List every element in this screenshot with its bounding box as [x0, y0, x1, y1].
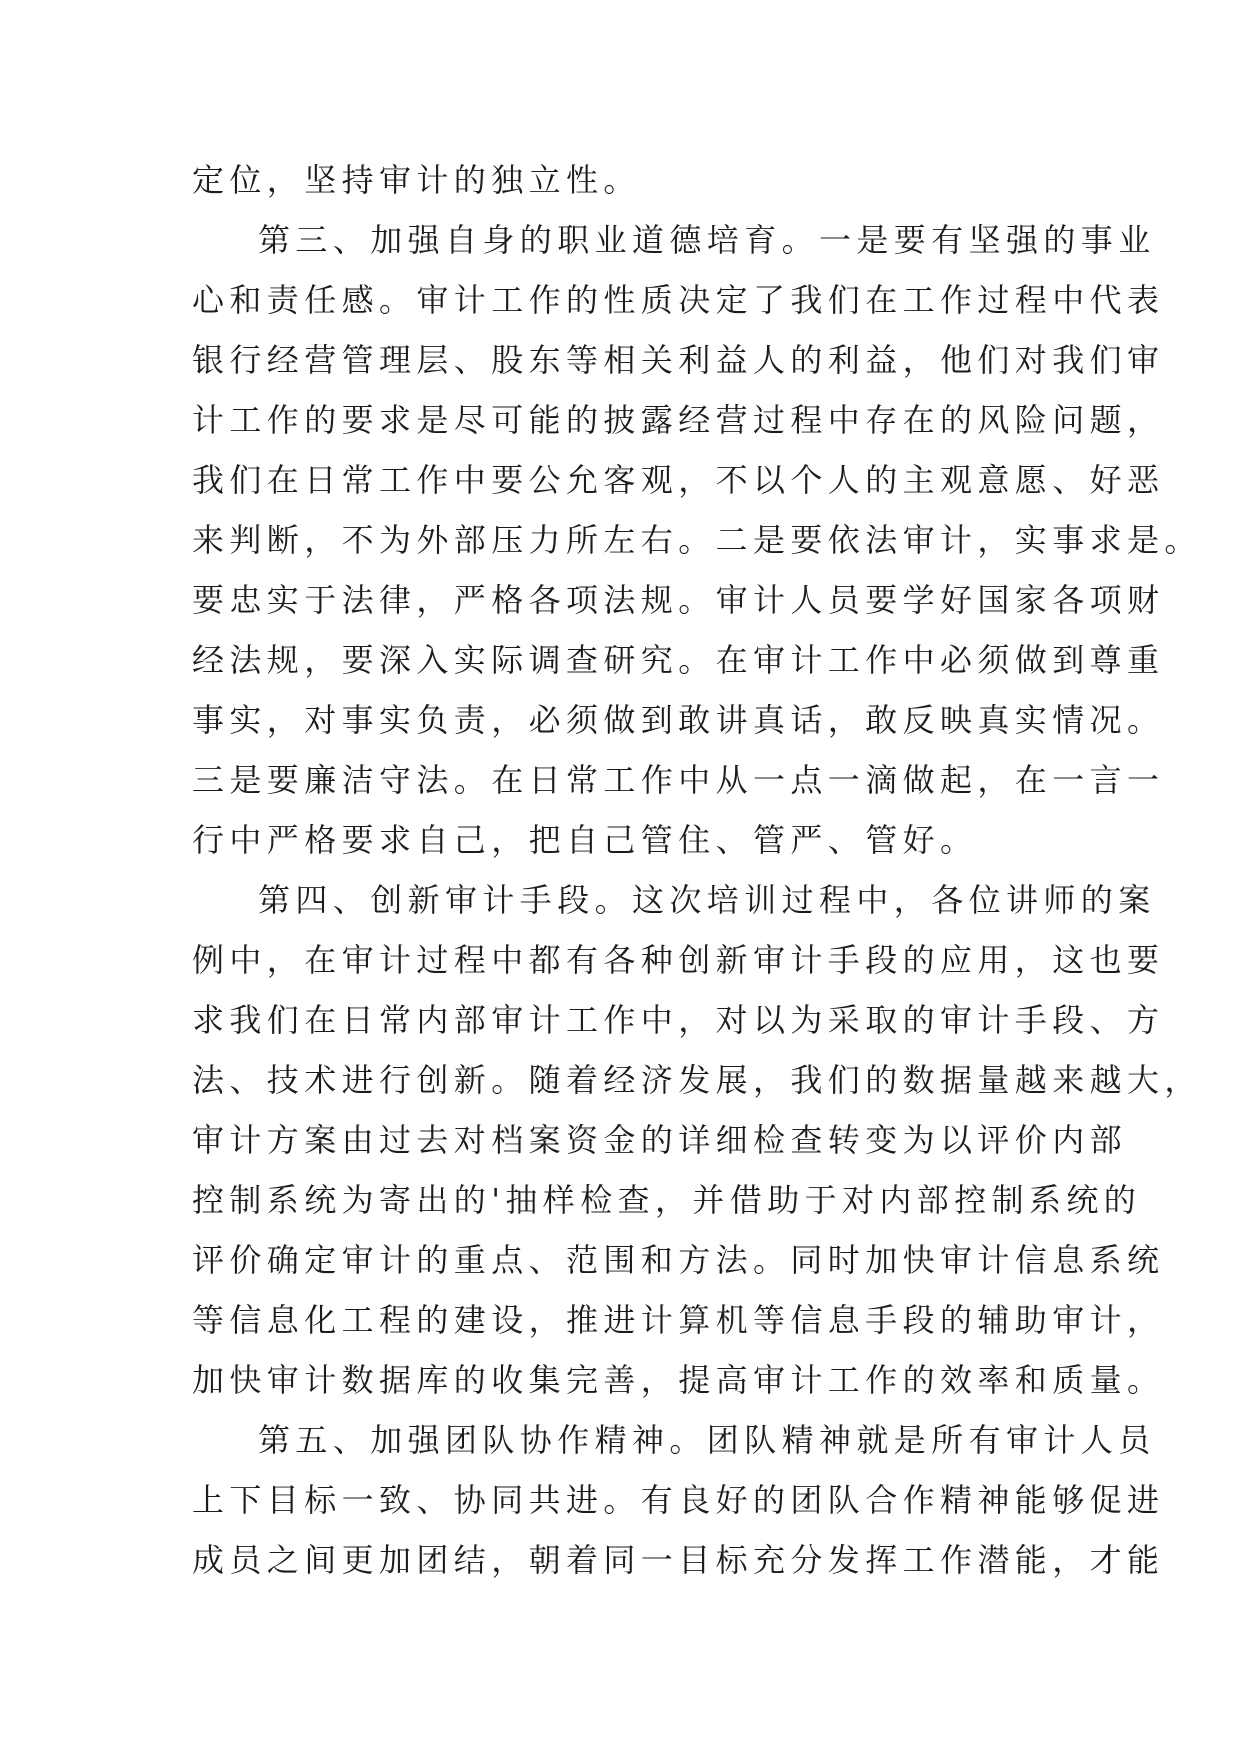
text-line: 法、技术进行创新。随着经济发展，我们的数据量越来越大， [192, 1061, 1202, 1099]
text-line: 事实，对事实负责，必须做到敢讲真话，敢反映真实情况。 [192, 701, 1165, 739]
text-line: 行中严格要求自己，把自己管住、管严、管好。 [192, 821, 978, 859]
text-line: 评价确定审计的重点、范围和方法。同时加快审计信息系统 [192, 1241, 1165, 1279]
text-line: 例中，在审计过程中都有各种创新审计手段的应用，这也要 [192, 941, 1165, 979]
paragraph-start-line: 第四、创新审计手段。这次培训过程中，各位讲师的案 [258, 881, 1156, 919]
text-line: 审计方案由过去对档案资金的详细检查转变为以评价内部 [192, 1121, 1128, 1159]
document-body [192, 150, 1202, 1590]
text-line: 三是要廉洁守法。在日常工作中从一点一滴做起，在一言一 [192, 761, 1165, 799]
text-line: 成员之间更加团结，朝着同一目标充分发挥工作潜能，才能 [192, 1541, 1165, 1579]
text-line: 来判断，不为外部压力所左右。二是要依法审计，实事求是。 [192, 521, 1202, 559]
text-line: 银行经营管理层、股东等相关利益人的利益，他们对我们审 [192, 341, 1165, 379]
text-line: 控制系统为寄出的'抽样检查，并借助于对内部控制系统的 [192, 1181, 1142, 1219]
text-line: 等信息化工程的建设，推进计算机等信息手段的辅助审计， [192, 1301, 1165, 1339]
paragraph-start-line: 第五、加强团队协作精神。团队精神就是所有审计人员 [258, 1421, 1156, 1459]
text-line: 我们在日常工作中要公允客观，不以个人的主观意愿、好恶 [192, 461, 1165, 499]
text-line: 心和责任感。审计工作的性质决定了我们在工作过程中代表 [192, 281, 1165, 319]
text-line: 经法规，要深入实际调查研究。在审计工作中必须做到尊重 [192, 641, 1165, 679]
text-line: 要忠实于法律，严格各项法规。审计人员要学好国家各项财 [192, 581, 1165, 619]
text-line: 加快审计数据库的收集完善，提高审计工作的效率和质量。 [192, 1361, 1165, 1399]
text-line: 上下目标一致、协同共进。有良好的团队合作精神能够促进 [192, 1481, 1165, 1519]
paragraph-start-line: 第三、加强自身的职业道德培育。一是要有坚强的事业 [258, 221, 1156, 259]
text-line: 定位，坚持审计的独立性。 [192, 161, 641, 199]
text-line: 计工作的要求是尽可能的披露经营过程中存在的风险问题， [192, 401, 1165, 439]
text-line: 求我们在日常内部审计工作中，对以为采取的审计手段、方 [192, 1001, 1165, 1039]
